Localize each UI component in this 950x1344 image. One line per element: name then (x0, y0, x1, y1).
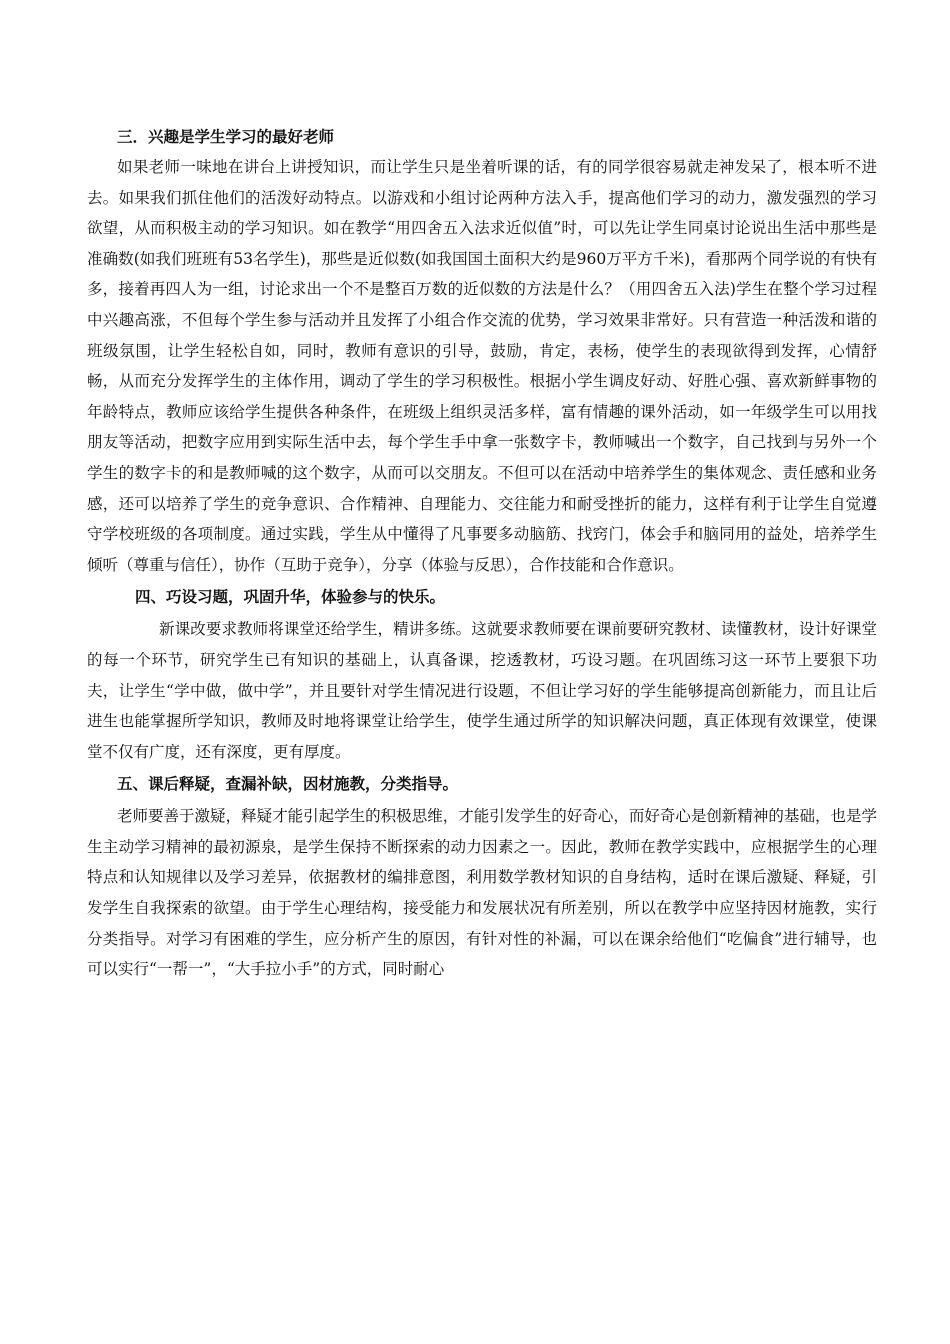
section-heading-5: 五、课后释疑，查漏补缺，因材施教，分类指导。 (117, 775, 459, 794)
section-heading-4: 四、巧设习题，巩固升华，体验参与的快乐。 (135, 588, 446, 607)
section-paragraph-5: 老师要善于激疑，释疑才能引起学生的积极思维，才能引发学生的好奇心，而好奇心是创新精神的基础，也是学生主动学习精神的最初源泉，是学生保持不断探索的动力因素之一。因此，教师在教学实践中，应根据学生的心理特点和认知规律以及学习差异，依据教材的编排意图，利用数学教材知识的自身结构，适时在课后激疑、释疑，引发学生自我探索的欲望。由于学生心理结构，接受能力和发展状况有所差别，所以在教学中应坚持因材施教，实行分类指导。对学习有困难的学生，应分析产生的原因，有针对性的补漏，可以在课余给他们“吃偏食”进行辅导，也可以实行“一帮一”，“大手拉小手”的方式，同时耐心 (87, 807, 877, 979)
section-paragraph-3: 如果老师一味地在讲台上讲授知识，而让学生只是坐着听课的话，有的同学很容易就走神发呆了，根本听不进去。如果我们抓住他们的活泼好动特点。以游戏和小组讨论两种方法入手，提高他们学习的动力，激发强烈的学习欲望，从而积极主动的学习知识。如在教学“用四舍五入法求近似值”时，可以先让学生同桌讨论说出生活中那些是准确数(如我们班班有53名学生)，那些是近似数(如我国国土面积大约是960万平方千米)，看那两个同学说的有快有多，接着再四人为一组，讨论求出一个不是整百万数的近似数的方法是什么？（用四舍五入法)学生在整个学习过程中兴趣高涨，不但每个学生参与活动并且发挥了小组合作交流的优势，学习效果非常好。只有营造一种活泼和谐的班级氛围，让学生轻松自如，同时，教师有意识的引导，鼓励，肯定，表杨，使学生的表现欲得到发挥，心情舒畅，从而充分发挥学生的主体作用，调动了学生的学习积极性。根据小学生调皮好动、好胜心强、喜欢新鲜事物的年龄特点，教师应该给学生提供各种条件，在班级上组织灵活多样，富有情趣的课外活动，如一年级学生可以用找朋友等活动，把数字应用到实际生活中去，每个学生手中拿一张数字卡，教师喊出一个数字，自己找到与另外一个学生的数字卡的和是教师喊的这个数字，从而可以交朋友。不但可以在活动中培养学生的集体观念、责任感和业务感，还可以培养了学生的竞争意识、合作精神、自理能力、交往能力和耐受挫折的能力，这样有利于让学生自觉遵守学校班级的各项制度。通过实践，学生从中懂得了凡事要多动脑筋、找窍门，体会手和脑同用的益处，培养学生倾听（尊重与信任），协作（互助于竞争），分享（体验与反思），合作技能和合作意识。 (87, 158, 877, 574)
section-paragraph-4: 新课改要求教师将课堂还给学生，精讲多练。这就要求教师要在课前要研究教材、读懂教材，设计好课堂的每一个环节，研究学生已有知识的基础上，认真备课，挖透教材，巧设习题。在巩固练习这一环节上要狠下功夫，让学生“学中做，做中学”，并且要针对学生情况进行设题，不但让学习好的学生能够提高创新能力，而且让后进生也能掌握所学知识，教师及时地将课堂让给学生，使学生通过所学的知识解决问题，真正体现有效课堂，使课堂不仅有广度，还有深度，更有厚度。 (87, 620, 877, 761)
section-heading-3: 三．兴趣是学生学习的最好老师 (117, 128, 335, 146)
document-page (87, 122, 877, 985)
